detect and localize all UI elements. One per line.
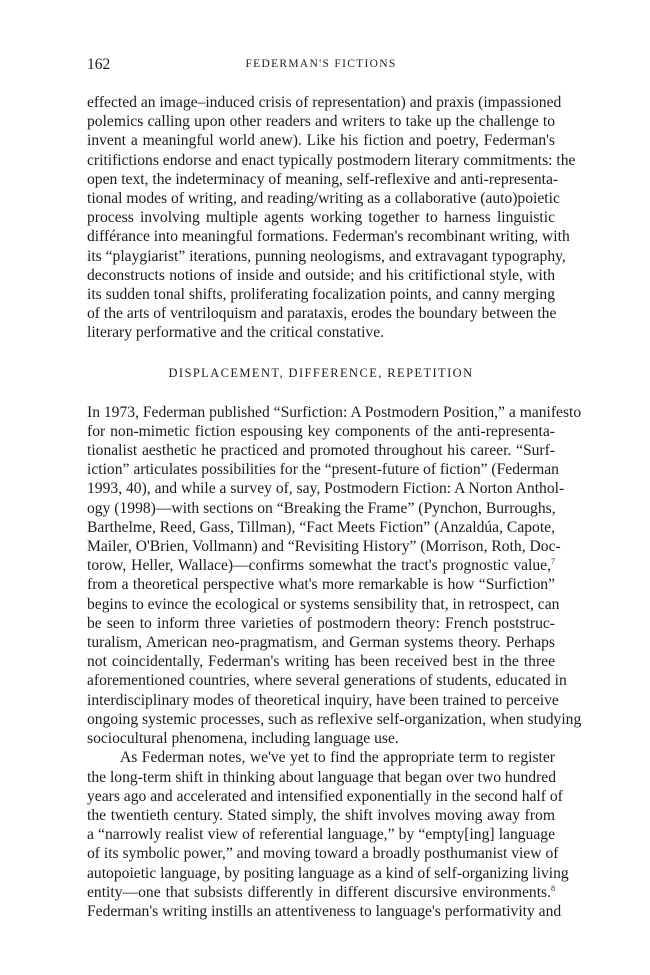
text-line: entity—one that subsists differently in different discursive environments. xyxy=(87,883,551,901)
text-line: tional modes of writing, and reading/writing as a collaborative (auto)poietic xyxy=(87,190,560,208)
text-line: In 1973, Federman published “Surfiction: A Postmodern Position,” a manifesto xyxy=(87,403,582,421)
book-page xyxy=(87,56,582,921)
text-line: its “playgiarist” iterations, punning neologisms, and extravagant typography, xyxy=(87,247,566,265)
text-line: différance into meaningful formations. Federman's recombinant writing, with xyxy=(87,228,570,246)
text-line: aforementioned countries, where several generations of students, educated in xyxy=(87,672,567,690)
text-line: open text, the indeterminacy of meaning, self-reflexive and anti-representa- xyxy=(87,170,559,188)
text-line: Mailer, O'Brien, Vollmann) and “Revisiting History” (Morrison, Roth, Doc- xyxy=(87,538,561,556)
text-line: be seen to inform three varieties of postmodern theory: French poststruc- xyxy=(87,614,555,632)
paragraph-2 xyxy=(87,403,582,749)
running-head xyxy=(87,56,555,78)
text-line: iction” articulates possibilities for the “present-future of fiction” (Federman xyxy=(87,461,559,479)
text-line: Federman's writing instills an attentiveness to language's performativity and xyxy=(87,902,562,920)
text-line: for non-mimetic fiction espousing key components of the anti-representa- xyxy=(87,422,555,440)
text-line: Barthelme, Reed, Gass, Tillman), “Fact Meets Fiction” (Anzaldúa, Capote, xyxy=(87,518,555,536)
paragraph-3 xyxy=(87,748,569,921)
paragraph-1 xyxy=(87,93,576,343)
footnote-ref-7[interactable]: 7 xyxy=(551,557,555,567)
text-line: ongoing systemic processes, such as reflexive self-organization, when studying xyxy=(87,710,582,728)
text-line: from a theoretical perspective what's more remarkable is how “Surfiction” xyxy=(87,576,555,594)
text-line: turalism, American neo-pragmatism, and German systems theory. Perhaps xyxy=(87,634,555,652)
text-line: invent a meaningful world anew). Like his fiction and poetry, Federman's xyxy=(87,132,555,150)
footnote-ref-8[interactable]: 8 xyxy=(551,883,555,893)
page-number: 162 xyxy=(87,56,111,73)
text-line: tionalist aesthetic he practiced and promoted throughout his career. “Surf- xyxy=(87,442,555,460)
text-line: the long-term shift in thinking about language that began over two hundred xyxy=(87,768,557,786)
text-line: critifictions endorse and enact typically postmodern literary commitments: the xyxy=(87,151,576,169)
text-line: process involving multiple agents working together to harness linguistic xyxy=(87,209,555,227)
text-line: literary performative and the critical constative. xyxy=(87,324,385,342)
text-line-with-footnote xyxy=(87,883,555,902)
section-heading: DISPLACEMENT, DIFFERENCE, REPETITION xyxy=(168,365,474,380)
text-line: 1993, 40), and while a survey of, say, Postmodern Fiction: A Norton Anthol- xyxy=(87,480,565,498)
text-line: effected an image–induced crisis of representation) and praxis (impassioned xyxy=(87,94,562,111)
text-line: As Federman notes, we've yet to find the appropriate term to register xyxy=(120,749,555,767)
text-line: torow, Heller, Wallace)—confirms somewhat the tract's prognostic value, xyxy=(87,557,551,575)
text-line: of the arts of ventriloquism and parataxis, erodes the boundary between the xyxy=(87,305,557,323)
text-line: ogy (1998)—with sections on “Breaking the Frame” (Pynchon, Burroughs, xyxy=(87,499,556,517)
text-line: deconstructs notions of inside and outside; and his critifictional style, with xyxy=(87,266,555,284)
text-line-with-footnote xyxy=(87,556,555,575)
text-line: of its symbolic power,” and moving toward a broadly posthumanist view of xyxy=(87,845,559,863)
text-line: its sudden tonal shifts, proliferating focalization points, and canny merging xyxy=(87,286,555,304)
running-title: FEDERMAN'S FICTIONS xyxy=(245,58,397,70)
text-line: autopoietic language, by positing language as a kind of self-organizing living xyxy=(87,864,569,882)
text-line: years ago and accelerated and intensified exponentially in the second half of xyxy=(87,787,563,805)
text-line: sociocultural phenomena, including language use. xyxy=(87,730,399,748)
text-line: begins to evince the ecological or systems sensibility that, in retrospect, can xyxy=(87,595,560,613)
text-line: polemics calling upon other readers and writers to take up the challenge to xyxy=(87,113,555,131)
text-line: not coincidentally, Federman's writing has been received best in the three xyxy=(87,653,555,671)
text-line: a “narrowly realist view of referential language,” by “empty[ing] language xyxy=(87,826,555,844)
text-line: the twentieth century. Stated simply, the shift involves moving away from xyxy=(87,806,555,824)
text-line: interdisciplinary modes of theoretical inquiry, have been trained to perceive xyxy=(87,691,559,709)
